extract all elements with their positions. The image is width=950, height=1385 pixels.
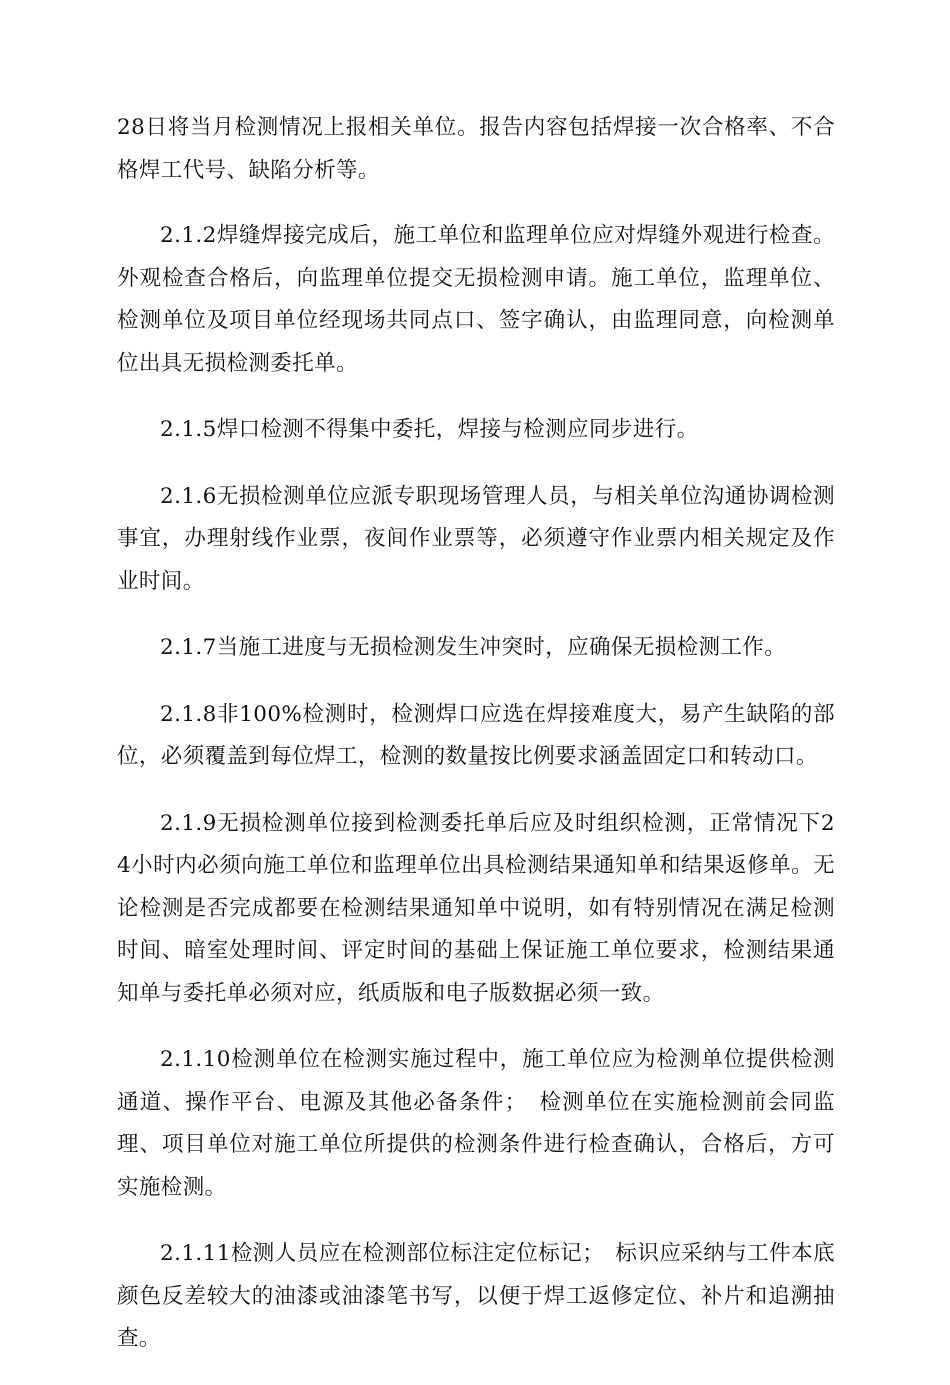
paragraph-2-1-8: 2.1.8非100%检测时，检测焊口应选在焊接难度大，易产生缺陷的部位，必须覆盖到每位焊工，检测的数量按比例要求涵盖固定口和转动口。	[117, 701, 835, 769]
document-body	[117, 107, 835, 1385]
paragraph-2-1-11: 2.1.11检测人员应在检测部位标注定位标记； 标识应采纳与工件本底颜色反差较大的油漆或油漆笔书写，以便于焊工返修定位、补片和追溯抽查。	[117, 1241, 835, 1351]
paragraph-2-1-6: 2.1.6无损检测单位应派专职现场管理人员，与相关单位沟通协调检测事宜，办理射线作业票，夜间作业票等，必须遵守作业票内相关规定及作业时间。	[117, 483, 835, 594]
paragraph-2-1-5: 2.1.5焊口检测不得集中委托，焊接与检测应同步进行。	[160, 417, 699, 442]
paragraph-2-1-9: 2.1.9无损检测单位接到检测委托单后应及时组织检测，正常情况下24小时内必须向施工单位和监理单位出具检测结果通知单和结果返修单。无论检测是否完成都要在检测结果通知单中说明，如有特别情况在满足检测时间、暗室处理时间、评定时间的基础上保证施工单位要求，检测结果通知单与委托单必须对应，纸质版和电子版数据必须一致。	[117, 810, 835, 1006]
paragraph-2-1-10: 2.1.10检测单位在检测实施过程中，施工单位应为检测单位提供检测通道、操作平台、电源及其他必备条件； 检测单位在实施检测前会同监理、项目单位对施工单位所提供的检测条件进行检查确认，合格后，方可实施检测。	[117, 1047, 835, 1200]
paragraph-report-content: 28日将当月检测情况上报相关单位。报告内容包括焊接一次合格率、不合格焊工代号、缺陷分析等。	[117, 115, 835, 183]
paragraph-2-1-2: 2.1.2焊缝焊接完成后，施工单位和监理单位应对焊缝外观进行检查。外观检查合格后，向监理单位提交无损检测申请。施工单位，监理单位、检测单位及项目单位经现场共同点口、签字确认，由监理同意，向检测单位出具无损检测委托单。	[117, 223, 835, 376]
paragraph-2-1-7: 2.1.7当施工进度与无损检测发生冲突时，应确保无损检测工作。	[160, 635, 787, 660]
